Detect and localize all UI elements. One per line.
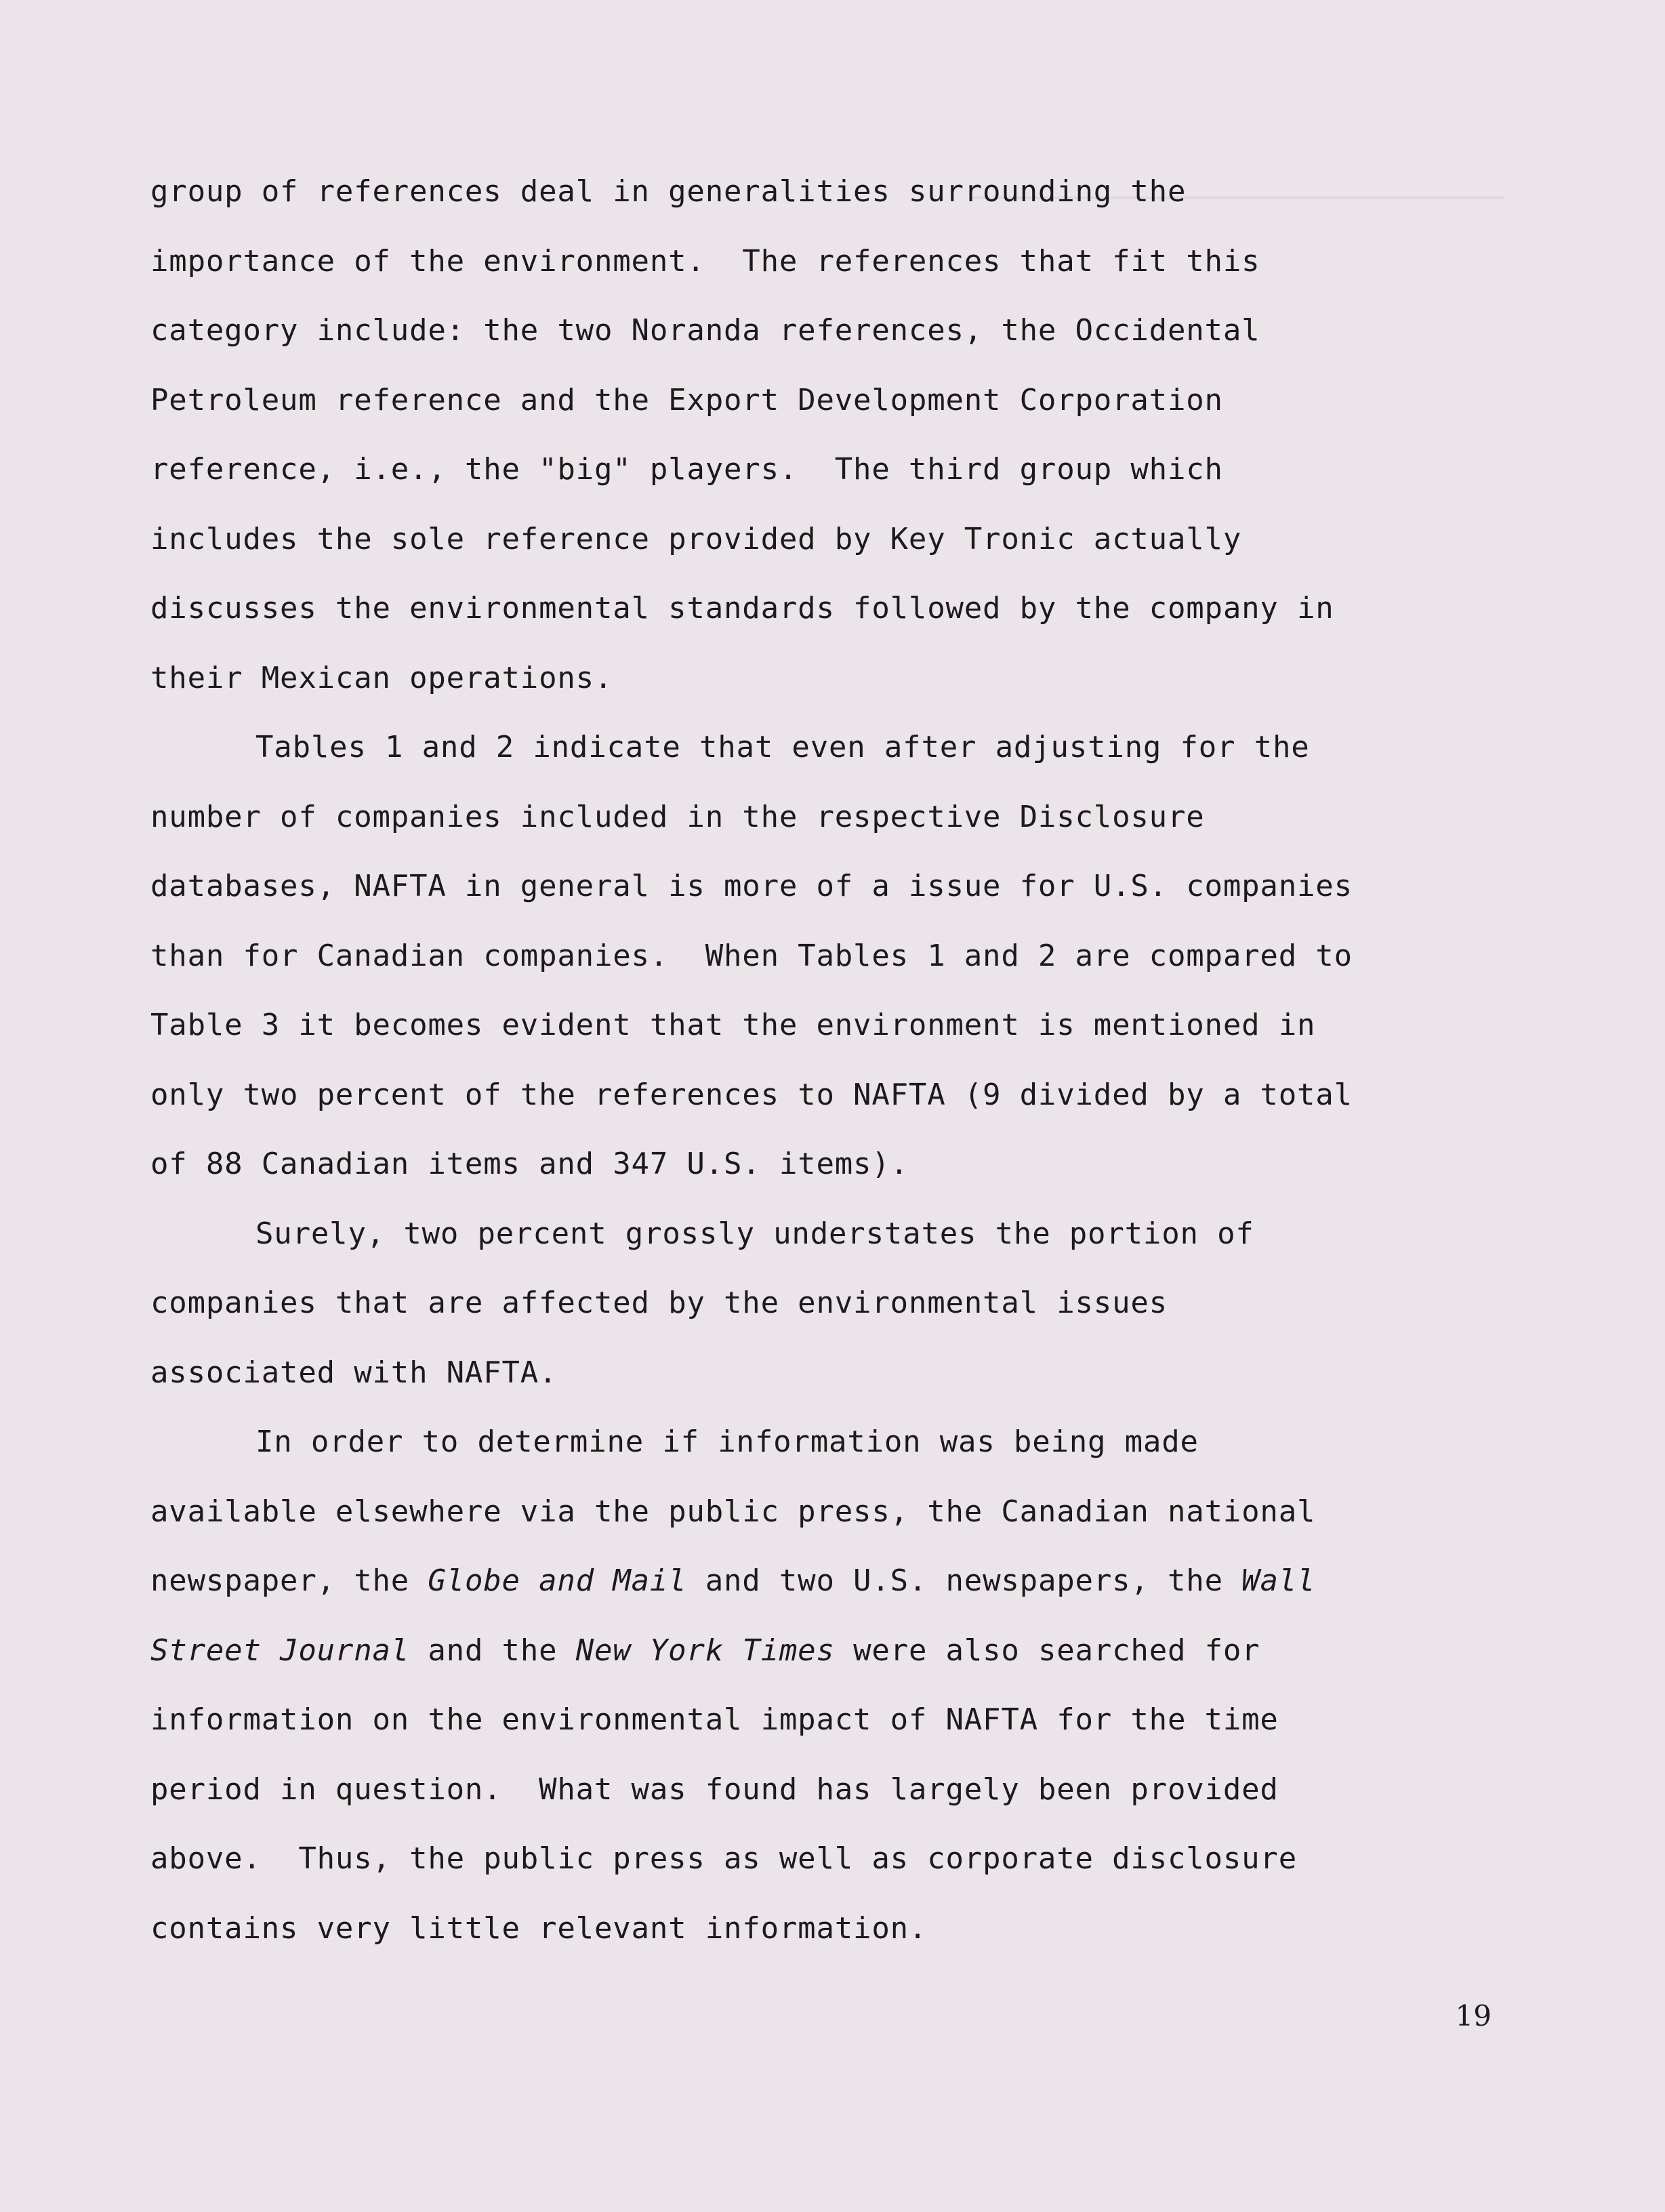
text-line xyxy=(150,574,1519,644)
line-text: only two percent of the references to NAFTA (9 divided by a total xyxy=(150,1077,1353,1112)
italic-title-text: Wall xyxy=(1241,1563,1316,1598)
text-line xyxy=(150,1130,1519,1200)
text-line xyxy=(150,922,1519,991)
text-line xyxy=(150,1061,1519,1130)
text-line xyxy=(150,296,1519,366)
text-line xyxy=(150,505,1519,575)
line-text: number of companies included in the respective Disclosure xyxy=(150,799,1205,834)
text-line xyxy=(150,1269,1519,1338)
text-line xyxy=(150,1824,1519,1894)
line-text: newspaper, the xyxy=(150,1563,428,1598)
line-text: and two U.S. newspapers, the xyxy=(686,1563,1242,1598)
line-text: Table 3 it becomes evident that the environment is mentioned in xyxy=(150,1008,1316,1042)
line-text: category include: the two Noranda references, the Occidental xyxy=(150,313,1260,348)
text-line xyxy=(150,1200,1519,1269)
text-line xyxy=(150,1477,1519,1547)
text-line xyxy=(150,1685,1519,1755)
line-text: and the xyxy=(409,1633,576,1668)
line-text: In order to determine if information was being made xyxy=(255,1425,1199,1459)
line-text: contains very little relevant information. xyxy=(150,1910,928,1946)
text-line xyxy=(150,1408,1519,1477)
line-text: importance of the environment. The references that fit this xyxy=(150,243,1260,279)
text-line xyxy=(150,713,1519,783)
line-text: their Mexican operations. xyxy=(150,660,613,695)
text-line xyxy=(150,644,1519,714)
text-line xyxy=(150,227,1519,297)
line-text: Petroleum reference and the Export Development Corporation xyxy=(150,382,1223,417)
text-line xyxy=(150,991,1519,1061)
line-text: information on the environmental impact of NAFTA for the time xyxy=(150,1702,1279,1737)
text-line xyxy=(150,1616,1519,1686)
line-text: Tables 1 and 2 indicate that even after adjusting for the xyxy=(255,730,1310,764)
italic-title-text: Street Journal xyxy=(150,1633,410,1668)
italic-title-text: New York Times xyxy=(575,1633,835,1668)
line-text: period in question. What was found has largely been provided xyxy=(150,1771,1279,1807)
text-line xyxy=(150,852,1519,922)
line-text: were also searched for xyxy=(834,1633,1260,1668)
text-line xyxy=(150,783,1519,853)
line-text: available elsewhere via the public press, the Canadian national xyxy=(150,1494,1316,1529)
line-text: above. Thus, the public press as well as corporate disclosure xyxy=(150,1841,1297,1876)
text-line xyxy=(150,435,1519,505)
line-text: discusses the environmental standards followed by the company in xyxy=(150,591,1334,626)
line-text: group of references deal in generalities surrounding the xyxy=(150,174,1187,209)
line-text: reference, i.e., the "big" players. The third group which xyxy=(150,452,1223,487)
line-text: of 88 Canadian items and 347 U.S. items). xyxy=(150,1147,909,1181)
line-text: companies that are affected by the environmental issues xyxy=(150,1286,1168,1320)
text-line xyxy=(150,1755,1519,1825)
line-text: databases, NAFTA in general is more of a issue for U.S. companies xyxy=(150,869,1353,903)
text-line xyxy=(150,366,1519,436)
text-line xyxy=(150,1547,1519,1616)
text-line xyxy=(150,157,1519,227)
line-text: includes the sole reference provided by Key Tronic actually xyxy=(150,521,1242,556)
italic-title-text: Globe and Mail xyxy=(428,1563,687,1598)
text-line xyxy=(150,1894,1519,1964)
line-text: associated with NAFTA. xyxy=(150,1355,558,1390)
body-text xyxy=(150,157,1519,1963)
line-text: Surely, two percent grossly understates the portion of xyxy=(255,1216,1254,1251)
line-text: than for Canadian companies. When Tables 1 and 2 are compared to xyxy=(150,938,1353,973)
text-line xyxy=(150,1338,1519,1408)
page-number: 19 xyxy=(1455,1999,1492,2032)
